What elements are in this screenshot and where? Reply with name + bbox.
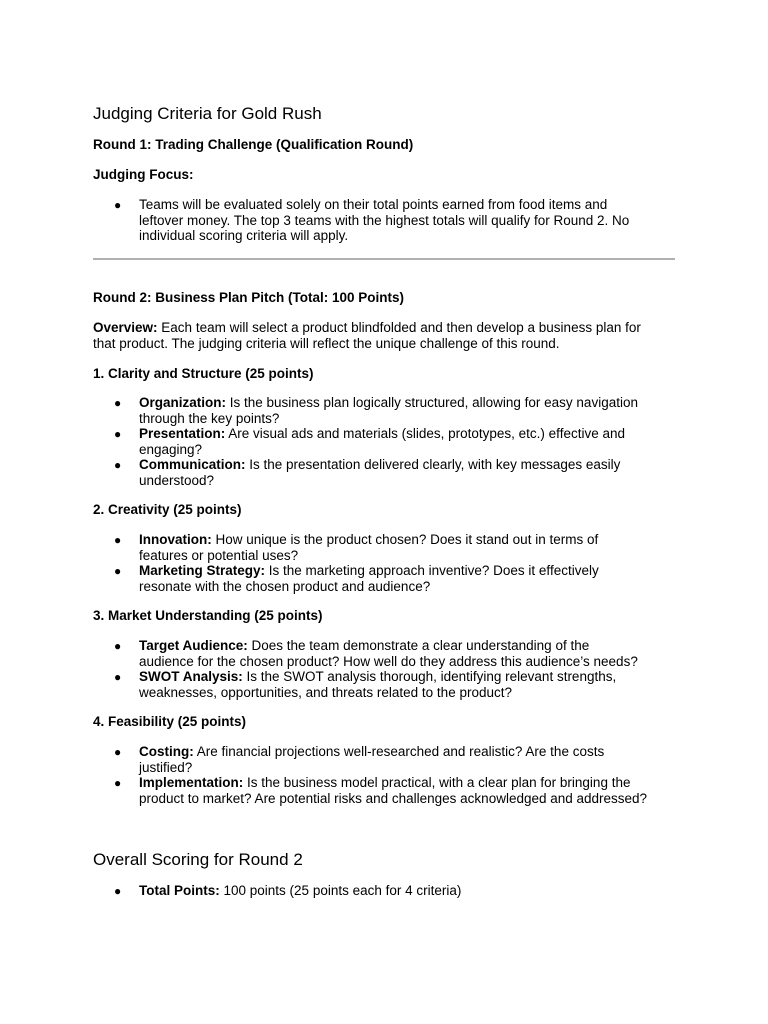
- horizontal-divider: [93, 258, 675, 260]
- round1-heading: Round 1: Trading Challenge (Qualification Round): [93, 137, 414, 152]
- item-text: resonate with the chosen product and audience?: [139, 578, 431, 594]
- item-text: Is the business plan logically structured, allowing for easy navigation: [226, 395, 638, 410]
- round1-bullet-text: [139, 197, 699, 244]
- item-text: Does the team demonstrate a clear understanding of the: [247, 638, 590, 653]
- list-item: [139, 563, 699, 594]
- total-label: Total Points:: [139, 883, 220, 898]
- item-text: Is the presentation delivered clearly, with key messages easily: [245, 457, 621, 472]
- bullet-icon: ●: [114, 745, 122, 759]
- bullet-icon: ●: [114, 198, 122, 212]
- item-label: Implementation:: [139, 775, 244, 790]
- item-text: justified?: [139, 759, 193, 775]
- round1-bullet-line3: individual scoring criteria will apply.: [139, 228, 349, 243]
- list-item: [139, 457, 699, 488]
- list-item: [139, 395, 699, 426]
- overview-line2: that product. The judging criteria will reflect the unique challenge of this round.: [93, 335, 560, 351]
- section-heading-creativity: 2. Creativity (25 points): [93, 502, 242, 517]
- bullet-icon: ●: [114, 396, 122, 410]
- item-text: Are visual ads and materials (slides, prototypes, etc.) effective and: [225, 426, 625, 441]
- item-text: Is the SWOT analysis thorough, identifying relevant strengths,: [242, 669, 617, 684]
- item-text: product to market? Are potential risks and challenges acknowledged and addressed?: [139, 790, 648, 806]
- round1-bullet-line2: leftover money. The top 3 teams with the highest totals will qualify for Round 2. No: [139, 212, 630, 228]
- section-heading-clarity: 1. Clarity and Structure (25 points): [93, 366, 314, 381]
- item-text: understood?: [139, 472, 215, 488]
- item-label: SWOT Analysis:: [139, 669, 243, 684]
- section-heading-feasibility: 4. Feasibility (25 points): [93, 714, 247, 729]
- item-label: Costing:: [139, 744, 194, 759]
- overview-paragraph: [93, 320, 641, 351]
- list-item: [139, 744, 699, 775]
- round2-heading: Round 2: Business Plan Pitch (Total: 100 Points): [93, 290, 405, 305]
- item-text: How unique is the product chosen? Does it stand out in terms of: [211, 532, 599, 547]
- round1-bullet-line1: Teams will be evaluated solely on their total points earned from food items and: [139, 197, 608, 212]
- overview-label: Overview:: [93, 320, 158, 335]
- bullet-icon: ●: [114, 564, 122, 578]
- item-label: Target Audience:: [139, 638, 248, 653]
- list-item: [139, 883, 699, 899]
- list-item: [139, 775, 699, 806]
- bullet-icon: ●: [114, 458, 122, 472]
- item-label: Communication:: [139, 457, 246, 472]
- overview-line1: Each team will select a product blindfolded and then develop a business plan for: [157, 320, 641, 335]
- bullet-icon: ●: [114, 670, 122, 684]
- list-item: [139, 426, 699, 457]
- bullet-icon: ●: [114, 776, 122, 790]
- total-text: 100 points (25 points each for 4 criteria): [219, 883, 462, 898]
- section-heading-market: 3. Market Understanding (25 points): [93, 608, 323, 623]
- item-label: Presentation:: [139, 426, 226, 441]
- item-text: engaging?: [139, 441, 203, 457]
- item-text: Is the business model practical, with a clear plan for bringing the: [243, 775, 631, 790]
- item-label: Innovation:: [139, 532, 212, 547]
- item-label: Organization:: [139, 395, 226, 410]
- item-text: through the key points?: [139, 410, 280, 426]
- item-text: weaknesses, opportunities, and threats related to the product?: [139, 684, 512, 700]
- list-item: [139, 532, 699, 563]
- bullet-icon: ●: [114, 639, 122, 653]
- bullet-icon: ●: [114, 427, 122, 441]
- bullet-icon: ●: [114, 884, 122, 898]
- item-label: Marketing Strategy:: [139, 563, 266, 578]
- item-text: audience for the chosen product? How well do they address this audience’s needs?: [139, 653, 638, 669]
- bullet-icon: ●: [114, 533, 122, 547]
- list-item: [139, 669, 699, 700]
- item-text: Are financial projections well-researched and realistic? Are the costs: [193, 744, 605, 759]
- judging-focus-label: Judging Focus:: [93, 167, 194, 182]
- item-text: features or potential uses?: [139, 547, 299, 563]
- overall-heading: Overall Scoring for Round 2: [93, 850, 303, 869]
- item-text: Is the marketing approach inventive? Does it effectively: [265, 563, 599, 578]
- document-title: Judging Criteria for Gold Rush: [93, 104, 322, 123]
- list-item: [139, 638, 699, 669]
